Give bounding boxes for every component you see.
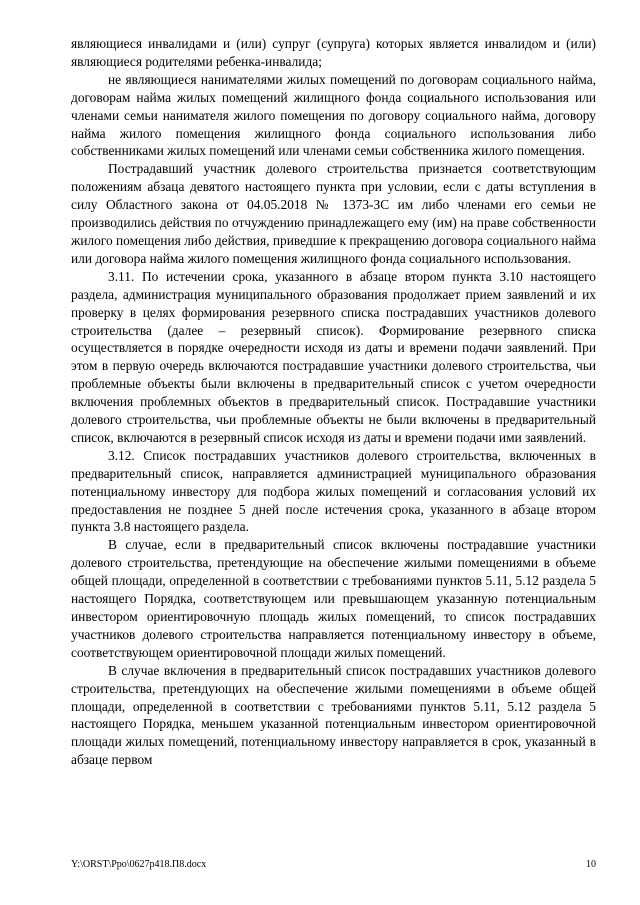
- footer-file-path: Y:\ORST\Ppo\0627p418.П8.docx: [71, 859, 207, 870]
- page-footer: [71, 859, 596, 870]
- paragraph-area-exceeds: В случае, если в предварительный список включены пострадавшие участники долевого строительства, претендующие на обеспечение жилыми помещениями в объеме общей площади, определенной в соответствии с требованиями пунктов 5.11, 5.12 раздела 5 настоящего Порядка, соответствующем или превышающем указанную потенциальным инвестором ориентировочную площадь жилых помещений, то список пострадавших участников долевого строительства направляется потенциальному инвестору в объеме, соответствующем ориентировочной площади жилых помещений.: [71, 537, 596, 660]
- paragraph-compliance-condition: Пострадавший участник долевого строительства признается соответствующим положениям абзаца девятого настоящего пункта при условии, если с даты вступления в силу Областного закона от 04.05.2018 № 1373-ЗС им либо членами его семьи не производились действия по отчуждению принадлежащего ему (им) на праве собственности жилого помещения либо действия, приведшие к прекращению договора социального найма или договора найма жилого помещения жилищного фонда социального использования.: [71, 161, 596, 266]
- paragraph-area-less: В случае включения в предварительный список пострадавших участников долевого строительства, претендующих на обеспечение жилыми помещениями в объеме общей площади, определенной в соответствии с требованиями пунктов 5.11, 5.12 раздела 5 настоящего Порядка, меньшем указанной потенциальным инвестором ориентировочной площади жилых помещений, потенциальному инвестору направляется в срок, указанный в абзаце первом: [71, 662, 596, 768]
- paragraph-3-11: 3.11. По истечении срока, указанного в абзаце втором пункта 3.10 настоящего раздела, администрация муниципального образования продолжает прием заявлений и их проверку в целях формирования резервного списка пострадавших участников долевого строительства (далее – резервный список). Формирование резервного списка осуществляется в порядке очередности исходя из даты и времени подачи заявлений. При этом в первую очередь включаются пострадавшие участники долевого строительства, чьи проблемные объекты были включены в предварительный список с учетом очередности включения проблемных объектов в предварительный список. Пострадавшие участники долевого строительства, чьи проблемные объекты не были включены в предварительный список, включаются в резервный список исходя из даты и времени подачи ими заявлений.: [71, 268, 596, 445]
- page-number: 10: [586, 859, 596, 870]
- paragraph-3-12: 3.12. Список пострадавших участников долевого строительства, включенных в предварительный список, направляется администрацией муниципального образования потенциальному инвестору для подбора жилых помещений и согласования условий их предоставления не позднее 5 дней после истечения срока, указанного в абзаце втором пункта 3.8 настоящего раздела.: [71, 447, 596, 535]
- paragraph-disability-condition: являющиеся инвалидами и (или) супруг (супруга) которых является инвалидом и (или) являющиеся родителями ребенка-инвалида;: [71, 36, 596, 69]
- document-body: [71, 35, 596, 769]
- paragraph-non-tenant-condition: не являющиеся нанимателями жилых помещений по договорам социального найма, договорам найма жилых помещений жилищного фонда социального использования или членами семьи нанимателя жилого помещения по договору социального найма, договору найма жилого помещения жилищного фонда социального использования либо собственниками жилых помещений или членами семьи собственника жилого помещения.: [71, 71, 596, 159]
